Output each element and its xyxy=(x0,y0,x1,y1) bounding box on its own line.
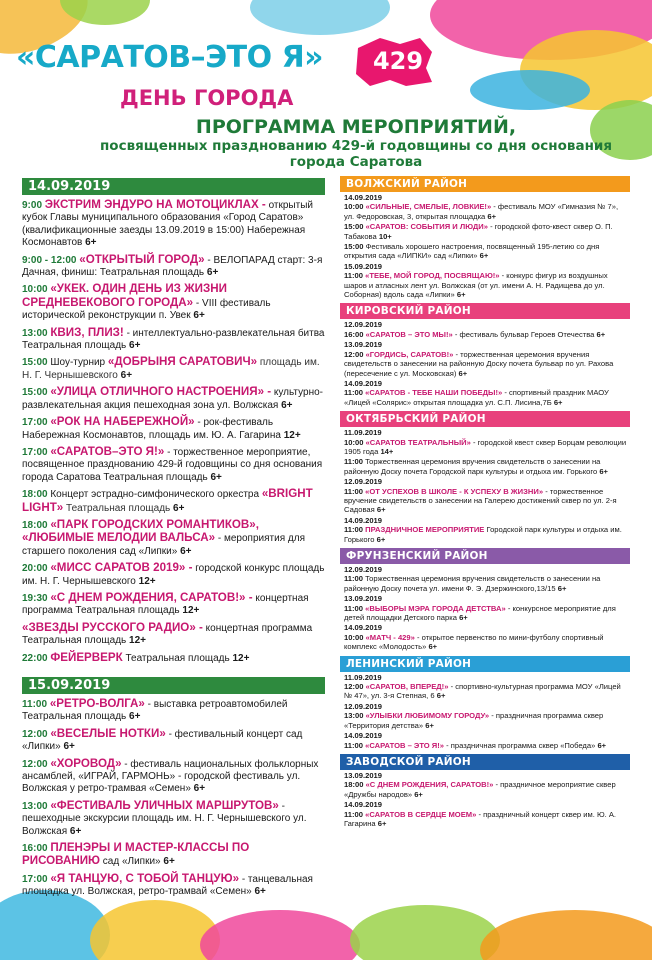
event-place: Театральная площадь xyxy=(66,502,171,514)
district-event-title: ПРАЗДНИЧНОЕ МЕРОПРИЯТИЕ xyxy=(365,525,485,535)
district-event xyxy=(340,702,630,730)
district-event-title: «САРАТОВ, ВПЕРЕД!» xyxy=(365,682,449,692)
event-title: «УКЕК. ОДИН ДЕНЬ ИЗ ЖИЗНИ СРЕДНЕВЕКОВОГО ГОРОДА» xyxy=(22,282,227,309)
event-item xyxy=(22,698,325,724)
district-event-title: «САРАТОВ ТЕАТРАЛЬНЫЙ» xyxy=(365,437,471,447)
district-event-time: 15:00 xyxy=(344,242,364,252)
age-rating: 6+ xyxy=(254,886,266,898)
day2-date-header: 15.09.2019 xyxy=(22,677,325,694)
event-item xyxy=(22,758,325,796)
district-event-description: Торжественная церемония вручения свидетельств о занесении на районную Доску почета ул. имени Ф. Э. Дзержинского,13/15 xyxy=(344,574,601,593)
event-title: КВИЗ, ПЛИЗ! xyxy=(50,325,124,339)
decor-splash xyxy=(200,910,360,960)
anniversary-badge-number: 429 xyxy=(372,47,424,75)
district-event xyxy=(340,242,630,261)
age-rating: 6+ xyxy=(597,740,607,750)
event-item xyxy=(22,728,325,754)
event-time: 15:00 xyxy=(22,357,48,369)
district-event-description: - конкурсное мероприятие для детей площадки Детского парка xyxy=(344,603,616,623)
district-event xyxy=(340,477,630,515)
decor-splash xyxy=(480,910,652,960)
age-rating: 6+ xyxy=(436,691,446,701)
event-description: городской конкурс площадь им. Н. Г. Чернышевского xyxy=(22,563,325,587)
district-event-time: 11:00 xyxy=(344,574,364,584)
district-event-time: 15:00 xyxy=(344,222,364,232)
event-title: ФЕЙЕРВЕРК xyxy=(50,650,123,664)
district-section xyxy=(340,754,630,828)
age-rating: 6+ xyxy=(163,856,175,868)
header xyxy=(0,0,652,172)
event-description: Концерт эстрадно-симфонического оркестра xyxy=(50,489,260,501)
district-event-description: - открытое первенство по мини-футболу спортивный комплекс «Молодость» xyxy=(344,632,604,652)
district-event-date: 14.09.2019 xyxy=(344,378,383,388)
event-description: концертная программа Театральная площадь xyxy=(22,592,309,617)
event-item xyxy=(22,283,325,322)
event-description: - ВЕЛОПАРАД старт: 3-я Дачная, финиш: Театральная площадь xyxy=(22,254,323,279)
district-event-description: - городской фото-квест сквер О. П. Табакова xyxy=(344,222,613,241)
event-time: 13:00 xyxy=(22,800,48,812)
event-title: ПЛЕНЭРЫ И МАСТЕР-КЛАССЫ ПО РИСОВАНИЮ xyxy=(22,841,250,868)
event-description: - пешеходные экскурсии площадь им. Н. Г. Чернышевского ул. Волжская xyxy=(22,800,307,837)
age-rating: 6+ xyxy=(557,583,567,593)
district-event-time: 12:00 xyxy=(344,682,364,692)
district-section xyxy=(340,656,630,750)
event-item xyxy=(22,622,325,648)
event-time: 12:00 xyxy=(22,758,48,770)
event-description: - интеллектуально-развлекательная битва Театральная площадь xyxy=(22,327,325,352)
event-item xyxy=(22,873,325,899)
age-rating: 6+ xyxy=(377,818,387,828)
age-rating: 6+ xyxy=(120,369,133,381)
district-event-date: 13.09.2019 xyxy=(344,594,383,604)
district-event xyxy=(340,193,630,221)
district-event-description: Городской парк культуры и отдыха им. Горького xyxy=(344,525,622,544)
age-rating: 6+ xyxy=(458,368,468,378)
district-event-date: 13.09.2019 xyxy=(344,340,383,350)
district-event xyxy=(340,673,630,701)
event-title: «МИСС САРАТОВ 2019» - xyxy=(50,561,193,575)
event-description: концертная программа Театральная площадь xyxy=(22,622,313,647)
district-section xyxy=(340,548,630,652)
district-event-description: - праздничная программа сквер «Территория детства» xyxy=(344,711,604,730)
event-description: - танцевальная площадка ул. Волжская, ретро-трамвай «Семен» xyxy=(22,873,313,898)
district-event-time: 10:00 xyxy=(344,202,364,212)
event-item xyxy=(22,254,325,280)
event-title: «ХОРОВОД» xyxy=(50,756,122,770)
district-event xyxy=(340,800,630,828)
event-item xyxy=(22,446,325,484)
district-event xyxy=(340,594,630,622)
event-title: «ЗВЕЗДЫ РУССКОГО РАДИО» - xyxy=(22,620,203,634)
district-event-description: - праздничная программа сквер «Победа» xyxy=(446,740,596,750)
program-subtitle: посвященных празднованию 429-й годовщины со дня основания города Саратова xyxy=(99,138,613,170)
district-event-time: 11:00 xyxy=(344,271,364,281)
day1-event-list xyxy=(22,199,325,665)
event-time: 13:00 xyxy=(22,327,48,339)
district-event-title: «ВЫБОРЫ МЭРА ГОРОДА ДЕТСТВА» xyxy=(365,603,506,613)
event-time: 11:00 xyxy=(22,699,48,710)
district-event xyxy=(340,379,630,407)
event-description: - выставка ретроавтомобилей Театральная площадь xyxy=(22,699,288,723)
event-description: Театральная площадь xyxy=(125,652,230,664)
event-title: «Я ТАНЦУЮ, С ТОБОЙ ТАНЦУЮ» xyxy=(50,871,240,885)
district-event-date: 14.09.2019 xyxy=(344,193,383,202)
age-rating: 6+ xyxy=(479,251,489,261)
event-description: - фестивальный концерт сад «Липки» xyxy=(22,728,303,753)
district-header: ОКТЯБРЬСКИЙ РАЙОН xyxy=(340,411,630,427)
event-title: «BRIGHT LIGHT» xyxy=(22,487,313,514)
event-time: 9:00 - 12:00 xyxy=(22,254,77,266)
event-item xyxy=(22,356,325,382)
district-event-description: - торжественная церемония вручения свидетельств о занесении на районную Доску почета бульвар по ул. Рахова (пересечение с ул. Московская) xyxy=(344,349,614,378)
event-description: - мероприятия для старшего поколения сад «Липки» xyxy=(22,533,305,557)
district-event-date: 14.09.2019 xyxy=(344,800,383,810)
age-rating: 6+ xyxy=(206,267,219,279)
event-title: «ВЕСЕЛЫЕ НОТКИ» xyxy=(50,726,166,740)
district-event-description: - спортивно-культурная программа МОУ «Лицей № 47», ул. 3-я Степная, 6 xyxy=(344,682,621,701)
event-item xyxy=(22,519,325,558)
event-title: «РОК НА НАБЕРЕЖНОЙ» xyxy=(50,415,195,429)
district-event-title: «С ДНЕМ РОЖДЕНИЯ, САРАТОВ!» xyxy=(365,780,494,790)
age-rating: 6+ xyxy=(173,502,185,514)
age-rating: 6+ xyxy=(85,237,97,249)
district-header: ЛЕНИНСКИЙ РАЙОН xyxy=(340,656,630,672)
event-description: - торжественное мероприятие, посвященное празднованию 429-й годовщины со дня основания города Саратова Театральная площадь xyxy=(22,446,323,483)
age-rating: 6+ xyxy=(487,211,497,221)
district-event-date: 11.09.2019 xyxy=(344,672,382,682)
district-section xyxy=(340,303,630,407)
age-rating: 10+ xyxy=(378,231,392,241)
district-event xyxy=(340,222,630,241)
district-event-title: «САРАТОВ - ТЕБЕ НАШИ ПОБЕДЫ!» xyxy=(365,388,503,398)
age-rating: 6+ xyxy=(376,505,386,515)
district-event-title: «САРАТОВ: СОБЫТИЯ И ЛЮДИ» xyxy=(365,222,488,232)
age-rating: 6+ xyxy=(456,290,466,300)
event-item xyxy=(22,800,325,838)
event-title: ЭКСТРИМ ЭНДУРО НА МОТОЦИКЛАХ - xyxy=(44,198,266,211)
district-event xyxy=(340,771,630,799)
event-title: «УЛИЦА ОТЛИЧНОГО НАСТРОЕНИЯ» - xyxy=(50,385,272,399)
district-event-time: 13:00 xyxy=(344,711,364,721)
event-title: «ОТКРЫТЫЙ ГОРОД» xyxy=(79,252,205,266)
decor-splash xyxy=(350,905,500,960)
age-rating: 6+ xyxy=(596,329,606,339)
district-event xyxy=(340,731,630,750)
district-section xyxy=(340,411,630,544)
event-time: 18:00 xyxy=(22,519,48,531)
event-time: 12:00 xyxy=(22,728,48,740)
age-rating: 12+ xyxy=(283,429,301,441)
district-event-time: 11:00 xyxy=(344,740,364,750)
event-item xyxy=(22,416,325,442)
event-item xyxy=(22,327,325,353)
event-item xyxy=(22,652,325,665)
event-time: 17:00 xyxy=(22,446,48,458)
event-place: площадь им. Н. Г. Чернышевского xyxy=(22,357,320,381)
district-event-description: - торжественное вручение свидетельств о занесении на Галерею достижений сквер по ул. 2-я Садовая xyxy=(344,486,617,515)
district-header: ЗАВОДСКОЙ РАЙОН xyxy=(340,754,630,770)
event-description: Шоу-турнир xyxy=(50,357,106,369)
district-event xyxy=(340,516,630,544)
district-event-description: - спортивный праздник МАОУ «Лицей «Солярис» открытая площадка ул. С.П. Лисина,7Б xyxy=(344,388,609,407)
event-title: «ФЕСТИВАЛЬ УЛИЧНЫХ МАРШРУТОВ» xyxy=(50,798,279,812)
age-rating: 6+ xyxy=(210,471,222,483)
event-title: «РЕТРО-ВОЛГА» xyxy=(49,697,145,710)
event-item xyxy=(22,386,325,412)
district-event-date: 12.09.2019 xyxy=(344,320,383,330)
event-title: «ДОБРЫНЯ САРАТОВИЧ» xyxy=(107,355,258,369)
age-rating: 6+ xyxy=(129,711,141,723)
district-event-date: 14.09.2019 xyxy=(344,623,383,633)
age-rating: 6+ xyxy=(180,545,192,557)
event-time: 16:00 xyxy=(22,843,48,855)
event-item xyxy=(22,562,325,588)
event-item xyxy=(22,199,325,250)
age-rating: 6+ xyxy=(69,825,82,837)
district-event-title: «САРАТОВ В СЕРДЦЕ МОЕМ» xyxy=(365,809,477,819)
district-header: ВОЛЖСКИЙ РАЙОН xyxy=(340,176,630,192)
age-rating: 6+ xyxy=(599,466,608,476)
district-event-description: - конкурс фигур из воздушных шаров и атласных лент ул. Волжская (от ул. имени А. Н. Радищева до ул. Соборная) вдоль сада «Липки» xyxy=(344,271,608,300)
event-item xyxy=(22,842,325,869)
event-description: - VIII фестиваль исторической реконструкции п. Увек xyxy=(22,297,271,322)
district-event-title: «ОТ УСПЕХОВ В ШКОЛЕ - К УСПЕХУ В ЖИЗНИ» xyxy=(365,486,544,496)
district-event-title: «УЛЫБКИ ЛЮБИМОМУ ГОРОДУ» xyxy=(365,711,490,721)
district-event xyxy=(340,320,630,339)
event-description: - рок-фестиваль Набережная Космонавтов, площадь им. Ю. А. Гагарина xyxy=(22,417,281,441)
day1-date-header: 14.09.2019 xyxy=(22,178,325,195)
district-event-description: - фестиваль бульвар Героев Отечества xyxy=(454,329,595,339)
district-event-date: 12.09.2019 xyxy=(344,565,383,574)
district-event-date: 13.09.2019 xyxy=(344,770,383,780)
district-event-title: «САРАТОВ – ЭТО МЫ!» xyxy=(365,329,453,339)
district-header: КИРОВСКИЙ РАЙОН xyxy=(340,303,630,319)
district-event-time: 18:00 xyxy=(344,780,364,790)
festival-logo-title: «САРАТОВ–ЭТО Я» xyxy=(16,40,324,75)
district-event-title: «САРАТОВ – ЭТО Я!» xyxy=(365,740,445,750)
event-title: «САРАТОВ–ЭТО Я!» xyxy=(50,444,165,458)
district-event xyxy=(340,262,630,300)
age-rating: 6+ xyxy=(428,642,438,652)
district-event-date: 14.09.2019 xyxy=(344,731,383,741)
event-time: 22:00 xyxy=(22,652,48,664)
district-event-description: - праздничное мероприятие сквер «Дружбы народов» xyxy=(344,780,616,799)
event-time: 19:30 xyxy=(22,592,48,604)
district-event-date: 12.09.2019 xyxy=(344,477,383,487)
age-rating: 6+ xyxy=(281,399,293,411)
age-rating: 6+ xyxy=(553,397,563,407)
age-rating: 6+ xyxy=(414,789,423,799)
event-description: открытый кубок Главы муниципального образования «Город Саратов» (квалификационные заезды 13.09.2019 в 15:00) Набережная Космонавтов xyxy=(22,200,313,249)
district-event xyxy=(340,457,630,476)
event-description: культурно-развлекательная акция пешеходная зона ул. Волжская xyxy=(22,387,323,411)
district-event-description: - праздничный концерт сквер им. Ю. А. Гагарина xyxy=(344,809,617,828)
age-rating: 6+ xyxy=(193,783,206,795)
district-event xyxy=(340,340,630,378)
age-rating: 6+ xyxy=(425,720,434,730)
event-item xyxy=(22,592,325,618)
district-event-time: 11:00 xyxy=(344,388,364,398)
event-title: «ПАРК ГОРОДСКИХ РОМАНТИКОВ», «ЛЮБИМЫЕ МЕЛОДИИ ВАЛЬСА» xyxy=(22,517,259,545)
district-event-description: - городской квест сквер Борцам революции 1905 года xyxy=(344,437,627,456)
district-event-description: - фестиваль МОУ «Гимназия № 7», ул. Федоровская, 3, открытая площадка xyxy=(344,202,619,221)
district-event-title: «МАТЧ - 429» xyxy=(365,632,415,642)
event-time: 10:00 xyxy=(22,284,48,296)
program-title: ПРОГРАММА МЕРОПРИЯТИЙ, xyxy=(195,116,517,138)
age-rating: 6+ xyxy=(63,741,75,753)
district-event-date: 11.09.2019 xyxy=(344,428,382,438)
event-time: 18:00 xyxy=(22,489,48,501)
district-event-time: 10:00 xyxy=(344,437,364,447)
age-rating: 14+ xyxy=(380,446,394,456)
age-rating: 12+ xyxy=(138,575,156,587)
district-event-time: 11:00 xyxy=(344,809,364,819)
event-time: 17:00 xyxy=(22,873,48,885)
district-event-title: «ГОРДИСЬ, САРАТОВ!» xyxy=(365,349,454,359)
district-event-time: 10:00 xyxy=(344,632,364,642)
district-event-date: 14.09.2019 xyxy=(344,515,383,525)
district-section xyxy=(340,176,630,299)
event-time: 17:00 xyxy=(22,417,48,429)
district-header: ФРУНЗЕНСКИЙ РАЙОН xyxy=(340,548,630,564)
district-event-time: 11:00 xyxy=(344,525,364,535)
district-event xyxy=(340,623,630,651)
district-event xyxy=(340,428,630,456)
district-event-time: 12:00 xyxy=(344,349,364,359)
event-description: сад «Липки» xyxy=(102,856,161,868)
district-event-title: «СИЛЬНЫЕ, СМЕЛЫЕ, ЛОВКИЕ!» xyxy=(365,202,492,212)
district-event-description: Торжественная церемония вручения свидетельств о занесении на районную Доску почета Городской парк культуры и отдыха им. Горького xyxy=(344,457,601,476)
district-event xyxy=(340,565,630,593)
age-rating: 6+ xyxy=(459,613,468,623)
age-rating: 6+ xyxy=(376,534,386,544)
age-rating: 6+ xyxy=(129,340,141,352)
districts-column xyxy=(340,176,630,832)
district-event-time: 16:00 xyxy=(344,329,364,339)
district-event-description: Фестиваль хорошего настроения, посвященный 195-летию со дня открытия сада «ЛИПКИ» сад «Липки» xyxy=(344,242,600,261)
age-rating: 6+ xyxy=(193,310,205,322)
district-event-date: 12.09.2019 xyxy=(344,701,383,711)
city-program-column xyxy=(22,178,325,903)
age-rating: 12+ xyxy=(182,605,200,617)
event-time: 20:00 xyxy=(22,563,48,575)
district-event-date: 15.09.2019 xyxy=(344,261,383,271)
age-rating: 12+ xyxy=(129,635,146,647)
event-time: 9:00 xyxy=(22,200,43,211)
event-item xyxy=(22,488,325,515)
day2-event-list xyxy=(22,698,325,899)
district-event-time: 11:00 xyxy=(344,603,364,613)
district-event-title: «ТЕБЕ, МОЙ ГОРОД, ПОСВЯЩАЮ!» xyxy=(365,271,500,281)
event-description: - фестиваль национальных фольклорных ансамблей, «ИГРАЙ, ГАРМОНЬ» - городской фестиваль ул. Волжская у ретро-трамвая «Семен» xyxy=(22,758,319,795)
event-time: 15:00 xyxy=(22,387,48,399)
district-event-time: 11:00 xyxy=(344,457,364,467)
district-event-time: 11:00 xyxy=(344,486,364,496)
event-title: «С ДНЕМ РОЖДЕНИЯ, САРАТОВ!» - xyxy=(50,590,253,604)
age-rating: 12+ xyxy=(232,652,250,664)
city-day-subtitle: ДЕНЬ ГОРОДА xyxy=(120,86,294,110)
